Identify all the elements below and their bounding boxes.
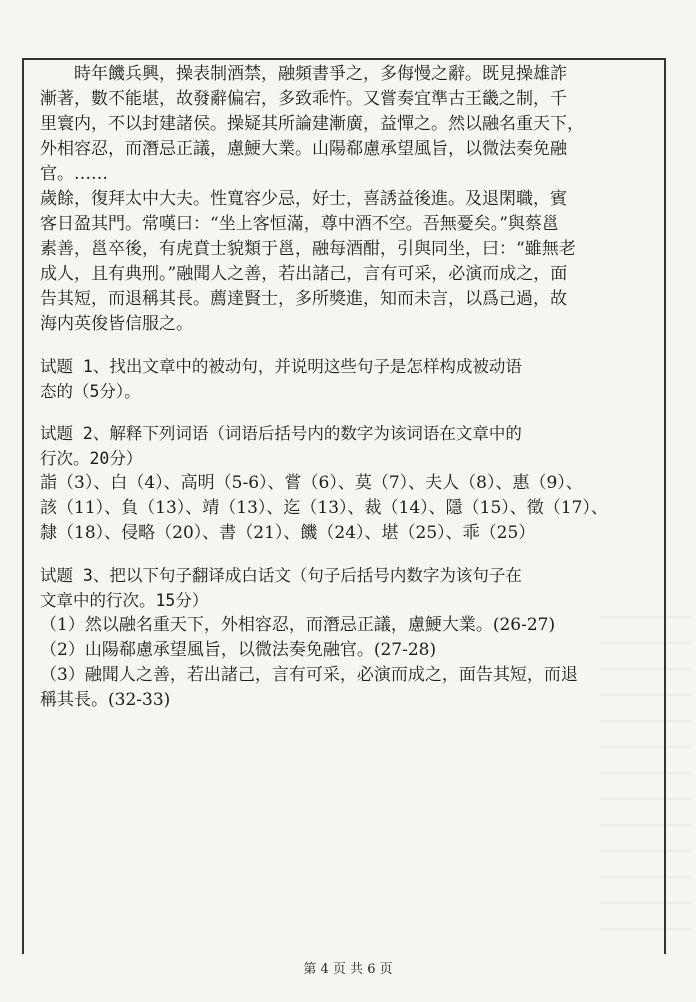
translation-item: （2）山陽郗慮承望風旨，以微法奏免融官。(27-28) xyxy=(40,640,437,660)
question-2 xyxy=(40,421,652,546)
passage-line: 告其短，而退稱其長。薦達賢士，多所獎進，知而未言，以爲己過，故 xyxy=(40,289,567,309)
page-number: 第 4 页 共 6 页 xyxy=(303,962,393,977)
passage-line: 里寰内，不以封建諸侯。操疑其所論建漸廣，益憚之。然以融名重天下， xyxy=(40,114,584,134)
question-3 xyxy=(40,563,652,713)
passage-line: 海内英俊皆信服之。 xyxy=(40,314,193,334)
question-2-title: 试题 2、解释下列词语（词语后括号内的数字为该词语在文章中的 xyxy=(40,424,522,443)
translation-item: （1）然以融名重天下，外相容忍，而潛忌正議，慮鯁大業。(26-27) xyxy=(40,615,556,635)
passage-line: 客日盈其門。常嘆曰：“坐上客恒滿，尊中酒不空。吾無憂矣。”與蔡邕 xyxy=(40,214,559,234)
translation-item: （3）融聞人之善，若出諸己，言有可采，必演而成之，面告其短，而退 xyxy=(40,665,578,685)
passage-line: 漸著，數不能堪，故發辭偏宕，多致乖忤。又嘗奏宜準古王畿之制，千 xyxy=(40,89,567,109)
question-3-title-cont: 文章中的行次。15分） xyxy=(40,591,209,610)
question-1-title-cont: 态的（5分）。 xyxy=(40,382,141,401)
translation-item-cont: 稱其長。(32-33) xyxy=(40,690,171,710)
vocab-line: 隸（18）、侵略（20）、書（21）、饑（24）、堪（25）、乖（25） xyxy=(40,523,536,543)
question-1-title: 试题 1、找出文章中的被动句，并说明这些句子是怎样构成被动语 xyxy=(40,357,522,376)
passage-line: 外相容忍，而潛忌正議，慮鯁大業。山陽郗慮承望風旨，以微法奏免融 xyxy=(40,139,567,159)
passage-line: 素善，邕卒後，有虎賁士貌類于邕，融每酒酣，引與同坐，曰：“雖無老 xyxy=(40,239,576,259)
vocab-line: 詣（3）、白（4）、高明（5-6）、嘗（6）、莫（7）、夫人（8）、惠（9）、 xyxy=(40,473,583,493)
vocab-line: 該（11）、負（13）、靖（13）、迄（13）、裁（14）、隱（15）、徵（17）、 xyxy=(40,498,608,518)
question-2-title-cont: 行次。20分） xyxy=(40,449,143,468)
classical-passage xyxy=(40,62,652,337)
question-3-title: 试题 3、把以下句子翻译成白话文（句子后括号内数字为该句子在 xyxy=(40,566,522,585)
passage-line: 成人，且有典刑。”融聞人之善，若出諸己，言有可采，必演而成之，面 xyxy=(40,264,568,284)
passage-line: 時年饑兵興，操表制酒禁，融頻書爭之，多侮慢之辭。既見操雄詐 xyxy=(74,64,567,84)
passage-line: 歲餘，復拜太中大夫。性寬容少忌，好士，喜誘益後進。及退閑職，賓 xyxy=(40,189,567,209)
exam-content xyxy=(40,62,652,713)
passage-line: 官。…… xyxy=(40,164,108,184)
question-1 xyxy=(40,354,652,404)
